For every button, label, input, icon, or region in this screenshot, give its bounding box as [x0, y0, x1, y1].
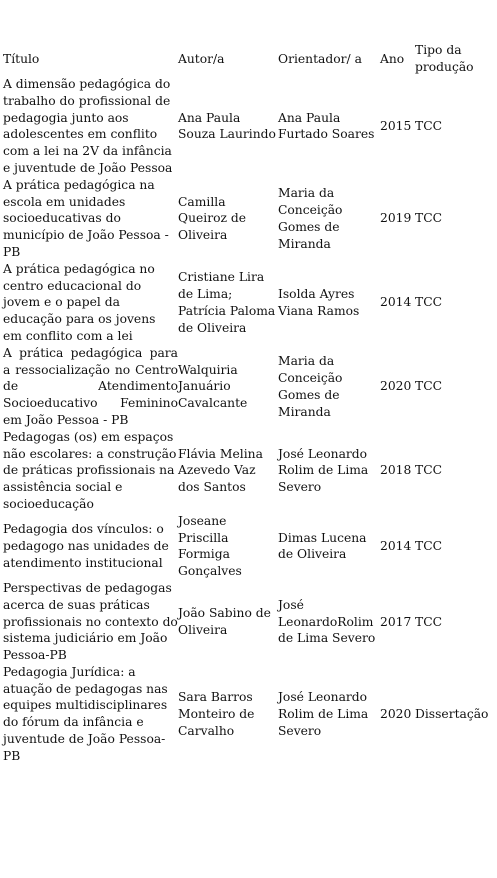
table-row [3, 345, 497, 429]
cell-ano: 2019 [380, 211, 412, 226]
cell-titulo: Perspectivas de pedagogas acerca de suas práticas profissionais no contexto do sistema judiciário em João Pessoa-PB [3, 580, 178, 663]
cell-orientador: Isolda Ayres Viana Ramos [278, 286, 360, 318]
cell-tipo: TCC [415, 463, 443, 478]
cell-orientador: Maria da Conceição Gomes de Miranda [278, 186, 343, 251]
cell-ano: 2018 [380, 463, 412, 478]
header-ano: Ano [380, 51, 405, 66]
cell-tipo: TCC [415, 118, 443, 133]
cell-autor: Sara Barros Monteiro de Carvalho [178, 690, 255, 738]
cell-tipo: TCC [415, 614, 443, 629]
cell-tipo: TCC [415, 538, 443, 553]
cell-ano: 2014 [380, 295, 412, 310]
cell-orientador: José Leonardo Rolim de Lima Severo [278, 690, 369, 738]
cell-ano: 2020 [380, 706, 412, 721]
table-header-row [3, 42, 497, 76]
cell-autor: Cristiane Lira de Lima; Patrícia Paloma de Oliveira [178, 270, 276, 335]
cell-autor: Ana Paula Souza Laurindo [178, 110, 276, 142]
cell-titulo: A prática pedagógica para a ressocialização no Centro de Atendimento Socioeducativo Feminino em João Pessoa - PB [3, 345, 178, 427]
cell-orientador: José Leonardo Rolim de Lima Severo [278, 446, 369, 495]
cell-titulo: A prática pedagógica na escola em unidades socioeducativas do município de João Pessoa - PB [3, 177, 169, 259]
cell-ano: 2015 [380, 118, 412, 133]
cell-orientador: Maria da Conceição Gomes de Miranda [278, 354, 343, 419]
cell-orientador: Ana Paula Furtado Soares [278, 110, 375, 142]
cell-orientador: Dimas Lucena de Oliveira [278, 530, 367, 562]
cell-autor: Flávia Melina Azevedo Vaz dos Santos [178, 446, 263, 495]
cell-titulo: A prática pedagógica no centro educacional do jovem e o papel da educação para os jovens em conflito com a lei [3, 261, 156, 343]
cell-autor: Walquiria Januário Cavalcante [178, 362, 248, 411]
table-row [3, 513, 497, 580]
cell-autor: João Sabino de Oliveira [178, 606, 271, 637]
cell-titulo: A dimensão pedagógica do trabalho do profissional de pedagogia junto aos adolescentes em conflito com a lei na 2V da infância e juventude de João Pessoa [3, 77, 173, 175]
table-row [3, 664, 497, 765]
table-row [3, 177, 497, 261]
cell-ano: 2014 [380, 538, 412, 553]
header-titulo: Título [3, 51, 40, 66]
cell-titulo: Pedagogas (os) em espaços não escolares: a construção de práticas profissionais na assistência social e socioeducação [3, 429, 177, 511]
table-row [3, 429, 497, 513]
cell-orientador: José LeonardoRolim de Lima Severo [278, 597, 376, 646]
cell-tipo: TCC [415, 379, 443, 394]
header-autor: Autor/a [178, 51, 225, 66]
header-tipo: Tipo da produção [415, 43, 474, 74]
table-row [3, 580, 497, 664]
cell-autor: Joseane Priscilla Formiga Gonçalves [178, 513, 242, 579]
cell-autor: Camilla Queiroz de Oliveira [178, 194, 247, 243]
cell-ano: 2020 [380, 379, 412, 394]
cell-tipo: Dissertação [415, 706, 489, 721]
cell-tipo: TCC [415, 211, 443, 226]
cell-titulo: Pedagogia Jurídica: a atuação de pedagogas nas equipes multidisciplinares do fórum da infância e juventude de João Pessoa-PB [3, 664, 168, 763]
productions-table [3, 42, 497, 765]
header-orientador: Orientador/ a [278, 51, 362, 66]
cell-tipo: TCC [415, 295, 443, 310]
table-row [3, 261, 497, 345]
cell-ano: 2017 [380, 614, 412, 629]
table-row [3, 76, 497, 177]
cell-titulo: Pedagogia dos vínculos: o pedagogo nas unidades de atendimento institucional [3, 522, 169, 570]
